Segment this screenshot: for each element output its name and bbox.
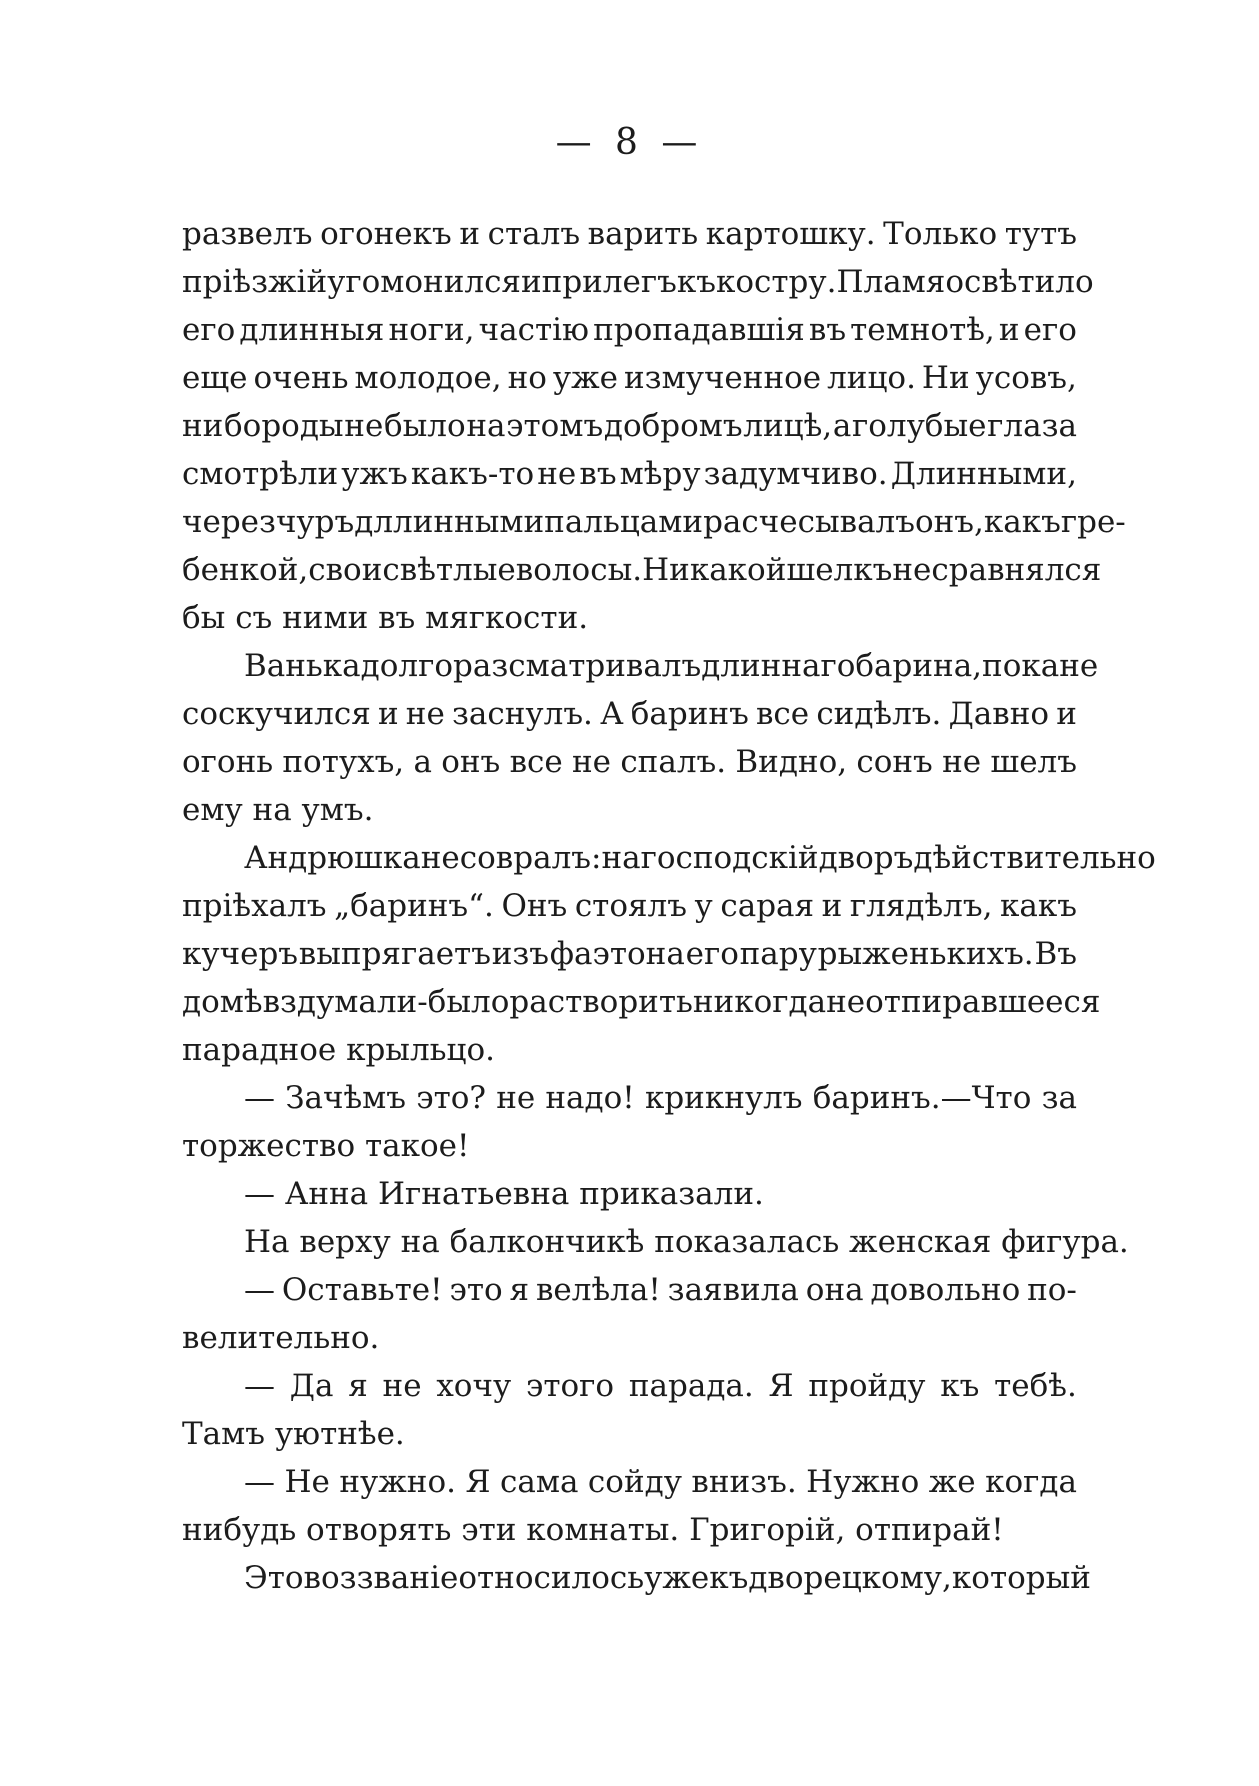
text-line: На верху на балкончикѣ показалась женская фигура. <box>244 1224 1129 1260</box>
text-line: — Анна Игнатьевна приказали. <box>244 1176 764 1212</box>
text-line: соскучился и не заснулъ. А баринъ все сидѣлъ. Давно и <box>182 696 1077 732</box>
body-text <box>182 210 1156 1602</box>
text-line: Андрюшка не совралъ: на господскiй дворъ дѣйствительно <box>244 840 1156 876</box>
text-line: смотрѣли ужъ какъ-то не въ мѣру задумчиво. Длинными, <box>182 456 1077 492</box>
text-line: — Да я не хочу этого парада. Я пройду къ тебѣ. <box>244 1368 1077 1404</box>
text-line: — Оставьте! это я велѣла! заявила она довольно по- <box>244 1272 1077 1308</box>
text-line: велительно. <box>182 1320 380 1356</box>
text-line: ни бороды не было на этомъ добромъ лицѣ, а голубые глаза <box>182 408 1077 444</box>
text-line: развелъ огонекъ и сталъ варить картошку. Только тутъ <box>182 216 1077 252</box>
text-line: парадное крыльцо. <box>182 1032 495 1068</box>
text-line: прiѣхалъ „баринъ“. Онъ стоялъ у сарая и глядѣлъ, какъ <box>182 888 1077 924</box>
text-line: его длинныя ноги, частiю пропадавшiя въ темнотѣ, и его <box>182 312 1077 348</box>
text-line: черезчуръ дллинными пальцами расчесывалъ онъ, какъ гре- <box>182 504 1126 540</box>
text-line: ему на умъ. <box>182 792 374 828</box>
text-line: нибудь отворять эти комнаты. Григорiй, отпирай! <box>182 1512 1004 1548</box>
text-line: — Не нужно. Я сама сойду внизъ. Нужно же когда <box>244 1464 1077 1500</box>
text-line: Тамъ уютнѣе. <box>182 1416 405 1452</box>
text-line: прiѣзжiй угомонился и прилегъ къ костру. Пламя освѣтило <box>182 264 1094 300</box>
text-line: торжество такое! <box>182 1128 470 1164</box>
text-line: огонь потухъ, а онъ все не спалъ. Видно, сонъ не шелъ <box>182 744 1077 780</box>
page-number: — 8 — <box>555 122 704 163</box>
text-line: Это воззванiе относилось уже къ дворецкому, который <box>244 1560 1091 1596</box>
text-line: бенкой, свои свѣтлые волосы. Никакой шелкъ не сравнялся <box>182 552 1102 588</box>
text-line: бы съ ними въ мягкости. <box>182 600 589 636</box>
text-line: домѣ вздумали-было растворить никогда не отпиравшееся <box>182 984 1101 1020</box>
text-line: еще очень молодое, но уже измученное лицо. Ни усовъ, <box>182 360 1077 396</box>
text-line: — Зачѣмъ это? не надо! крикнулъ баринъ.—Что за <box>244 1080 1077 1116</box>
text-line: Ванька долго разсматривалъ длиннаго барина, пока не <box>244 648 1099 684</box>
text-line: кучеръ выпрягаетъ изъ фаэтона его пару рыженькихъ. Въ <box>182 936 1077 972</box>
